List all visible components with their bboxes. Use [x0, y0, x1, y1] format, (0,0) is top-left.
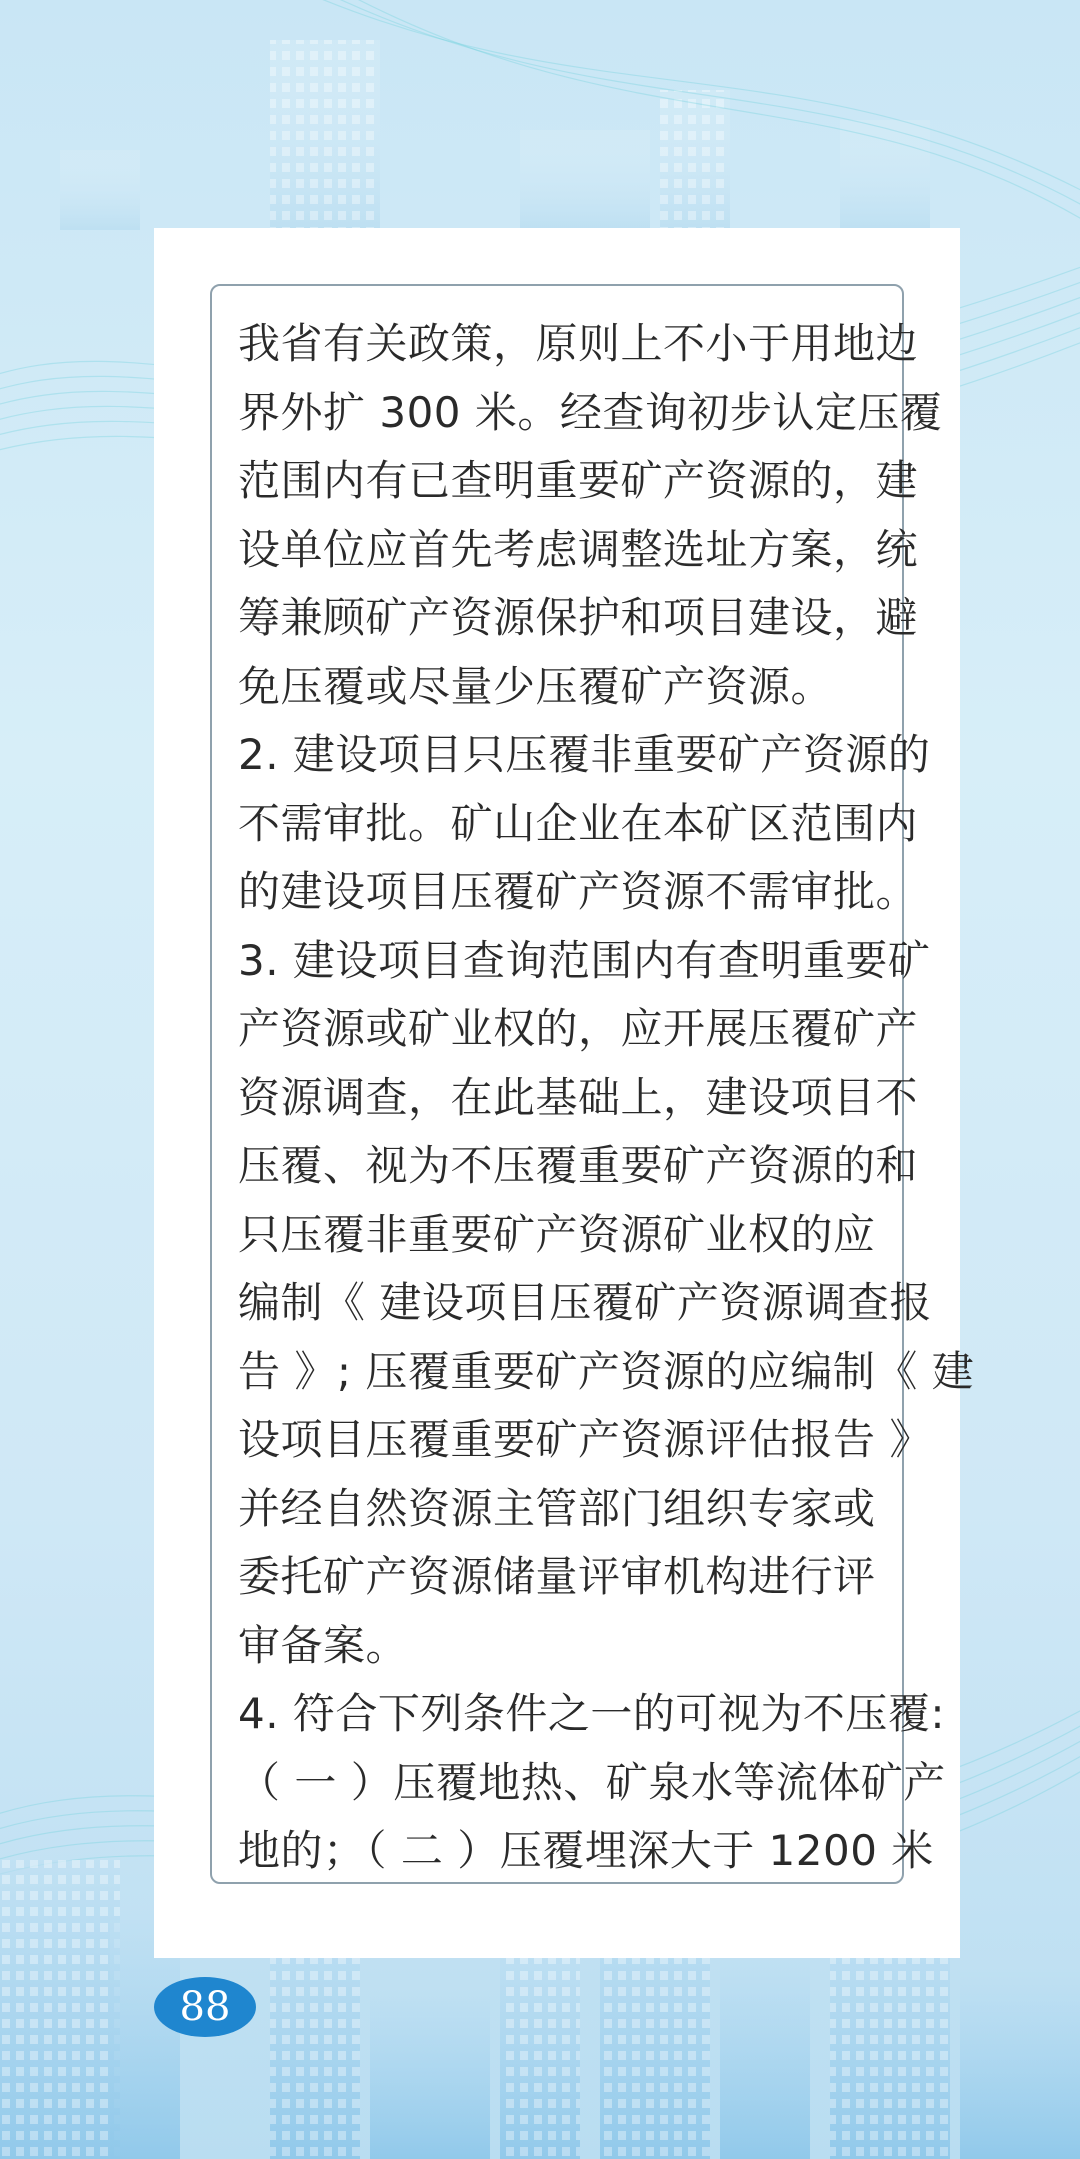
text-line: 设项目压覆重要矿产资源评估报告 》: [238, 1415, 932, 1464]
text-line: 的建设项目压覆矿产资源不需审批。: [238, 867, 919, 916]
text-line: 4. 符合下列条件之一的可视为不压覆:: [238, 1689, 946, 1738]
text-line: 不需审批。矿山企业在本矿区范围内: [238, 798, 919, 848]
text-line: 编制《 建设项目压覆矿产资源调查报: [238, 1278, 932, 1327]
text-line: 设单位应首先考虑调整选址方案，统: [238, 524, 919, 574]
text-line: 免压覆或尽量少压覆矿产资源。: [238, 661, 834, 711]
text-line: 资源调查，在此基础上，建设项目不: [238, 1072, 919, 1122]
page-number-badge: 88: [154, 1977, 256, 2037]
text-line: 2. 建设项目只压覆非重要矿产资源的: [238, 730, 931, 779]
upper-skyline: [60, 40, 930, 230]
text-line: 压覆、视为不压覆重要矿产资源的和: [238, 1141, 919, 1190]
text-line: 范围内有已查明重要矿产资源的，建: [238, 456, 919, 505]
text-line: （ 一 ）压覆地热、矿泉水等流体矿产: [238, 1757, 946, 1807]
text-line: 只压覆非重要矿产资源矿业权的应: [238, 1209, 876, 1259]
text-line: 委托矿产资源储量评审机构进行评: [238, 1552, 876, 1601]
text-line: 产资源或矿业权的，应开展压覆矿产: [238, 1004, 919, 1053]
text-line: 界外扩 300 米。经查询初步认定压覆: [238, 387, 943, 437]
text-line: 3. 建设项目查询范围内有查明重要矿: [238, 935, 931, 985]
text-line: 告 》; 压覆重要矿产资源的应编制《 建: [238, 1346, 975, 1396]
text-line: 筹兼顾矿产资源保护和项目建设，避: [238, 593, 919, 642]
text-line: 并经自然资源主管部门组织专家或: [238, 1483, 876, 1533]
text-line: 地的；（ 二 ）压覆埋深大于 1200 米: [238, 1826, 934, 1875]
body-text: [238, 310, 975, 1886]
text-line: 我省有关政策，原则上不小于用地边: [238, 319, 919, 368]
text-line: 审备案。: [238, 1620, 409, 1670]
